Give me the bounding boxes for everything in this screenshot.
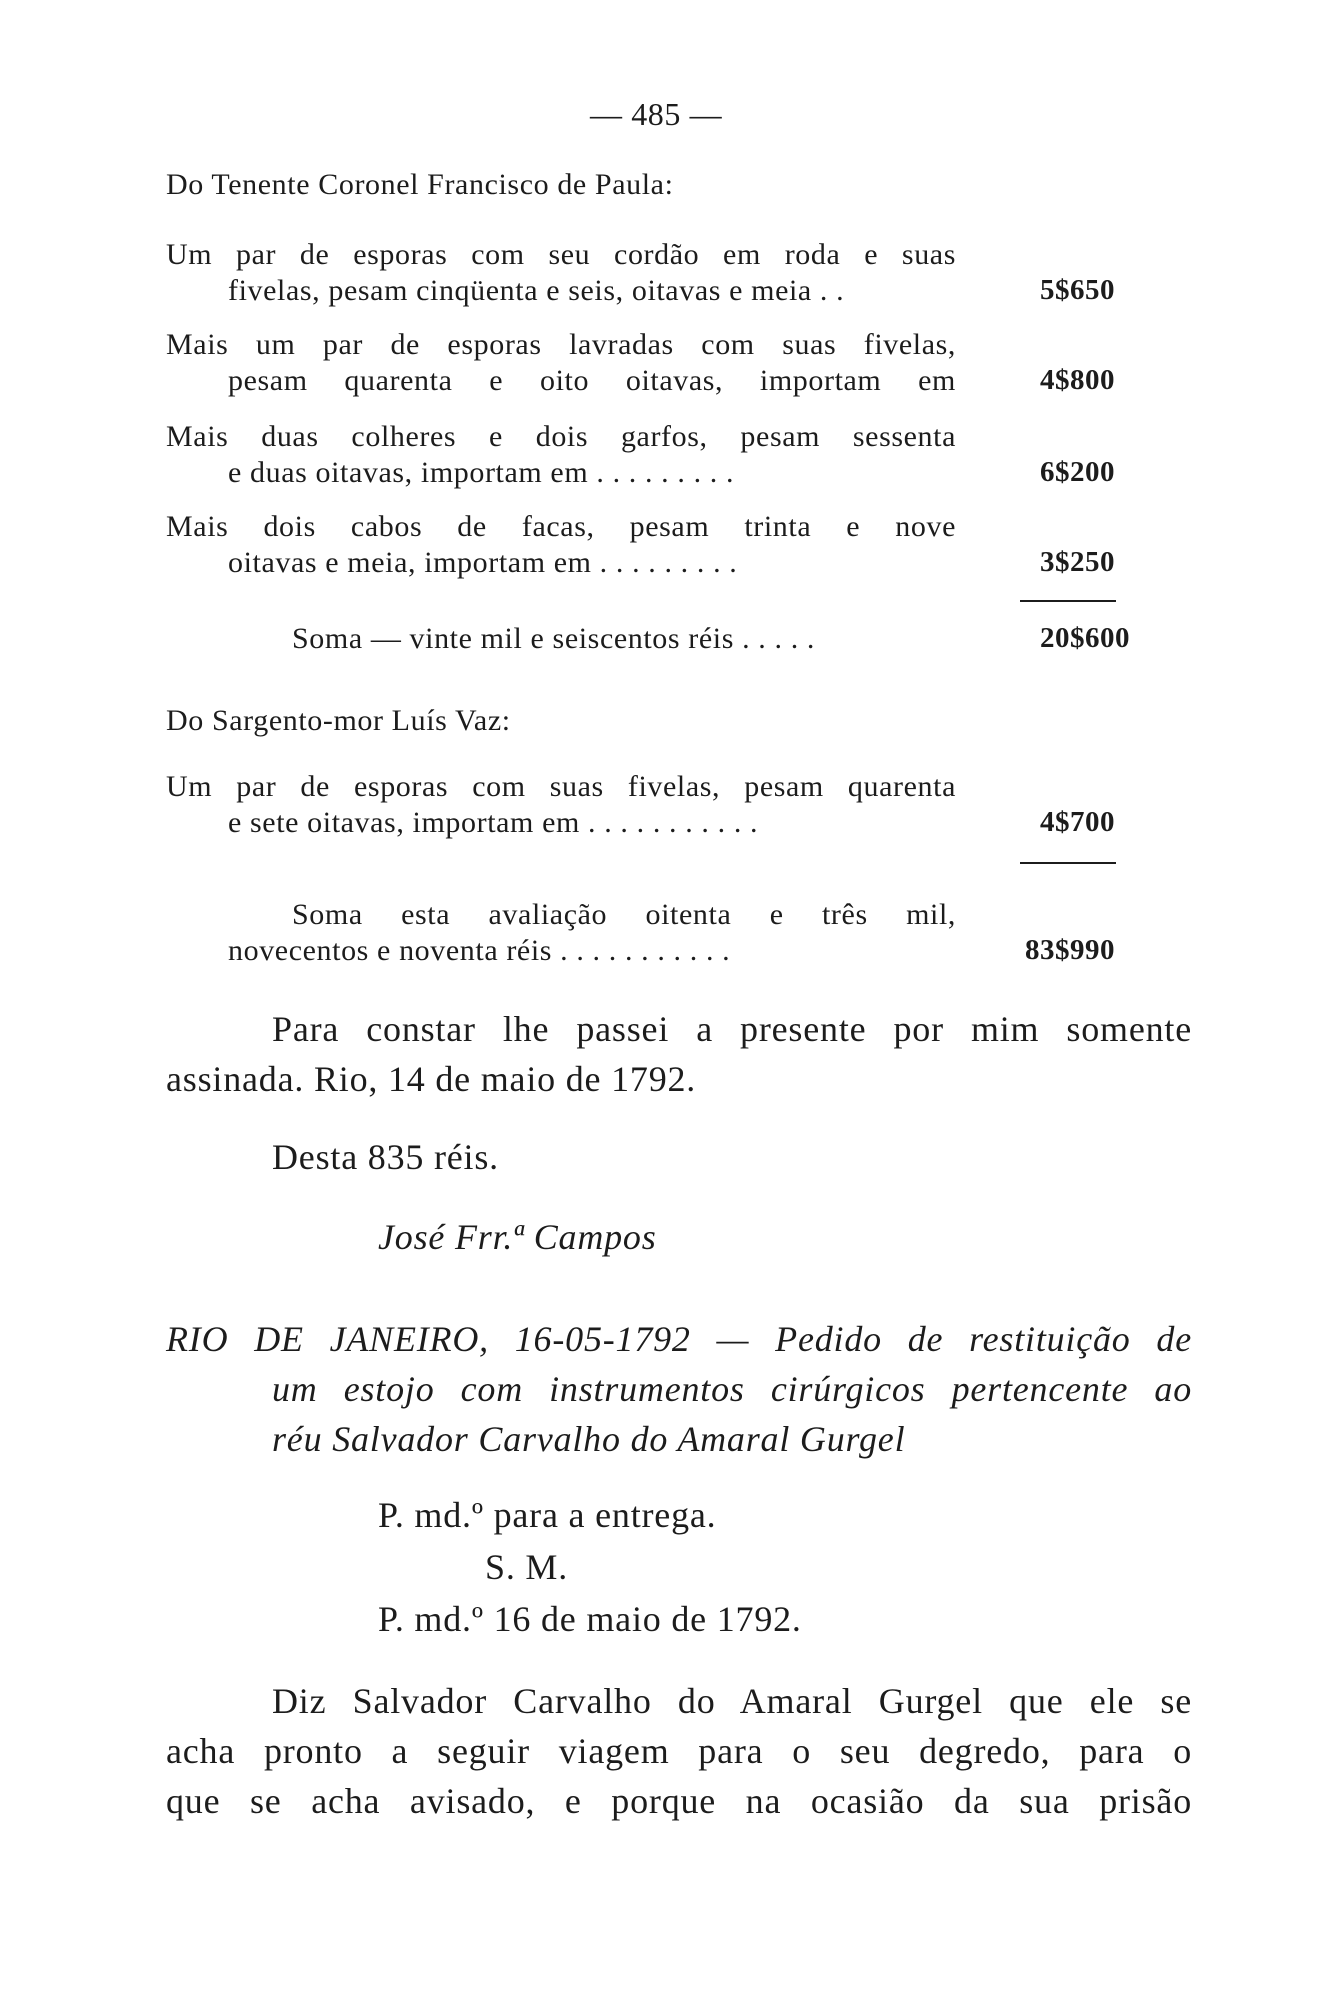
section2-total-line1: Soma esta avaliação oitenta e três mil, <box>292 898 956 931</box>
item2-line1: Mais um par de esporas lavradas com suas fivelas, <box>166 328 956 361</box>
item4-amount: 3$250 <box>1040 546 1115 578</box>
petition-line2: acha pronto a seguir viagem para o seu degredo, para o <box>166 1731 1192 1771</box>
item3-line1: Mais duas colheres e dois garfos, pesam sessenta <box>166 420 956 453</box>
despacho-line1: P. md.º para a entrega. <box>378 1495 717 1535</box>
subtotal-rule-1 <box>1020 600 1116 602</box>
item1-line2: fivelas, pesam cinqüenta e seis, oitavas e meia . . <box>228 274 845 307</box>
item2-amount: 4$800 <box>1040 364 1115 396</box>
page-number: — 485 — <box>590 96 723 132</box>
closing-line1: Para constar lhe passei a presente por mim somente <box>272 1009 1192 1049</box>
despacho-line2: S. M. <box>485 1547 569 1587</box>
item3-line2: e duas oitavas, importam em . . . . . . . . . <box>228 456 735 489</box>
doc-header-line1: RIO DE JANEIRO, 16-05-1792 — Pedido de restituição de <box>166 1319 1192 1359</box>
item4-line2: oitavas e meia, importam em . . . . . . . . . <box>228 546 738 579</box>
item3-amount: 6$200 <box>1040 456 1115 488</box>
item1-amount: 5$650 <box>1040 274 1115 306</box>
despacho-line3: P. md.º 16 de maio de 1792. <box>378 1599 802 1639</box>
doc-header-line2: um estojo com instrumentos cirúrgicos pertencente ao <box>272 1369 1192 1409</box>
petition-line1: Diz Salvador Carvalho do Amaral Gurgel que ele se <box>272 1681 1192 1721</box>
section2-total-line2: novecentos e noventa réis . . . . . . . . . . . <box>228 934 731 967</box>
closing-line2: assinada. Rio, 14 de maio de 1792. <box>166 1059 697 1099</box>
section2-total-amount: 83$990 <box>1025 934 1115 966</box>
section1-total-label: Soma — vinte mil e seiscentos réis . . . . . <box>292 622 815 655</box>
item2-line2: pesam quarenta e oito oitavas, importam em <box>228 364 956 397</box>
closing-desta: Desta 835 réis. <box>272 1137 499 1177</box>
signature: José Frr.ª Campos <box>378 1217 657 1257</box>
section2-item-line2: e sete oitavas, importam em . . . . . . . . . . . <box>228 806 759 839</box>
section2-heading: Do Sargento-mor Luís Vaz: <box>166 704 511 737</box>
section1-heading: Do Tenente Coronel Francisco de Paula: <box>166 168 674 201</box>
item4-line1: Mais dois cabos de facas, pesam trinta e nove <box>166 510 956 543</box>
section1-total-amount: 20$600 <box>1040 622 1130 654</box>
section2-item-line1: Um par de esporas com suas fivelas, pesam quarenta <box>166 770 956 803</box>
subtotal-rule-2 <box>1020 862 1116 864</box>
section2-item-amount: 4$700 <box>1040 806 1115 838</box>
item1-line1: Um par de esporas com seu cordão em roda e suas <box>166 238 956 271</box>
doc-header-line3: réu Salvador Carvalho do Amaral Gurgel <box>272 1419 906 1459</box>
petition-line3: que se acha avisado, e porque na ocasião da sua prisão <box>166 1781 1192 1821</box>
